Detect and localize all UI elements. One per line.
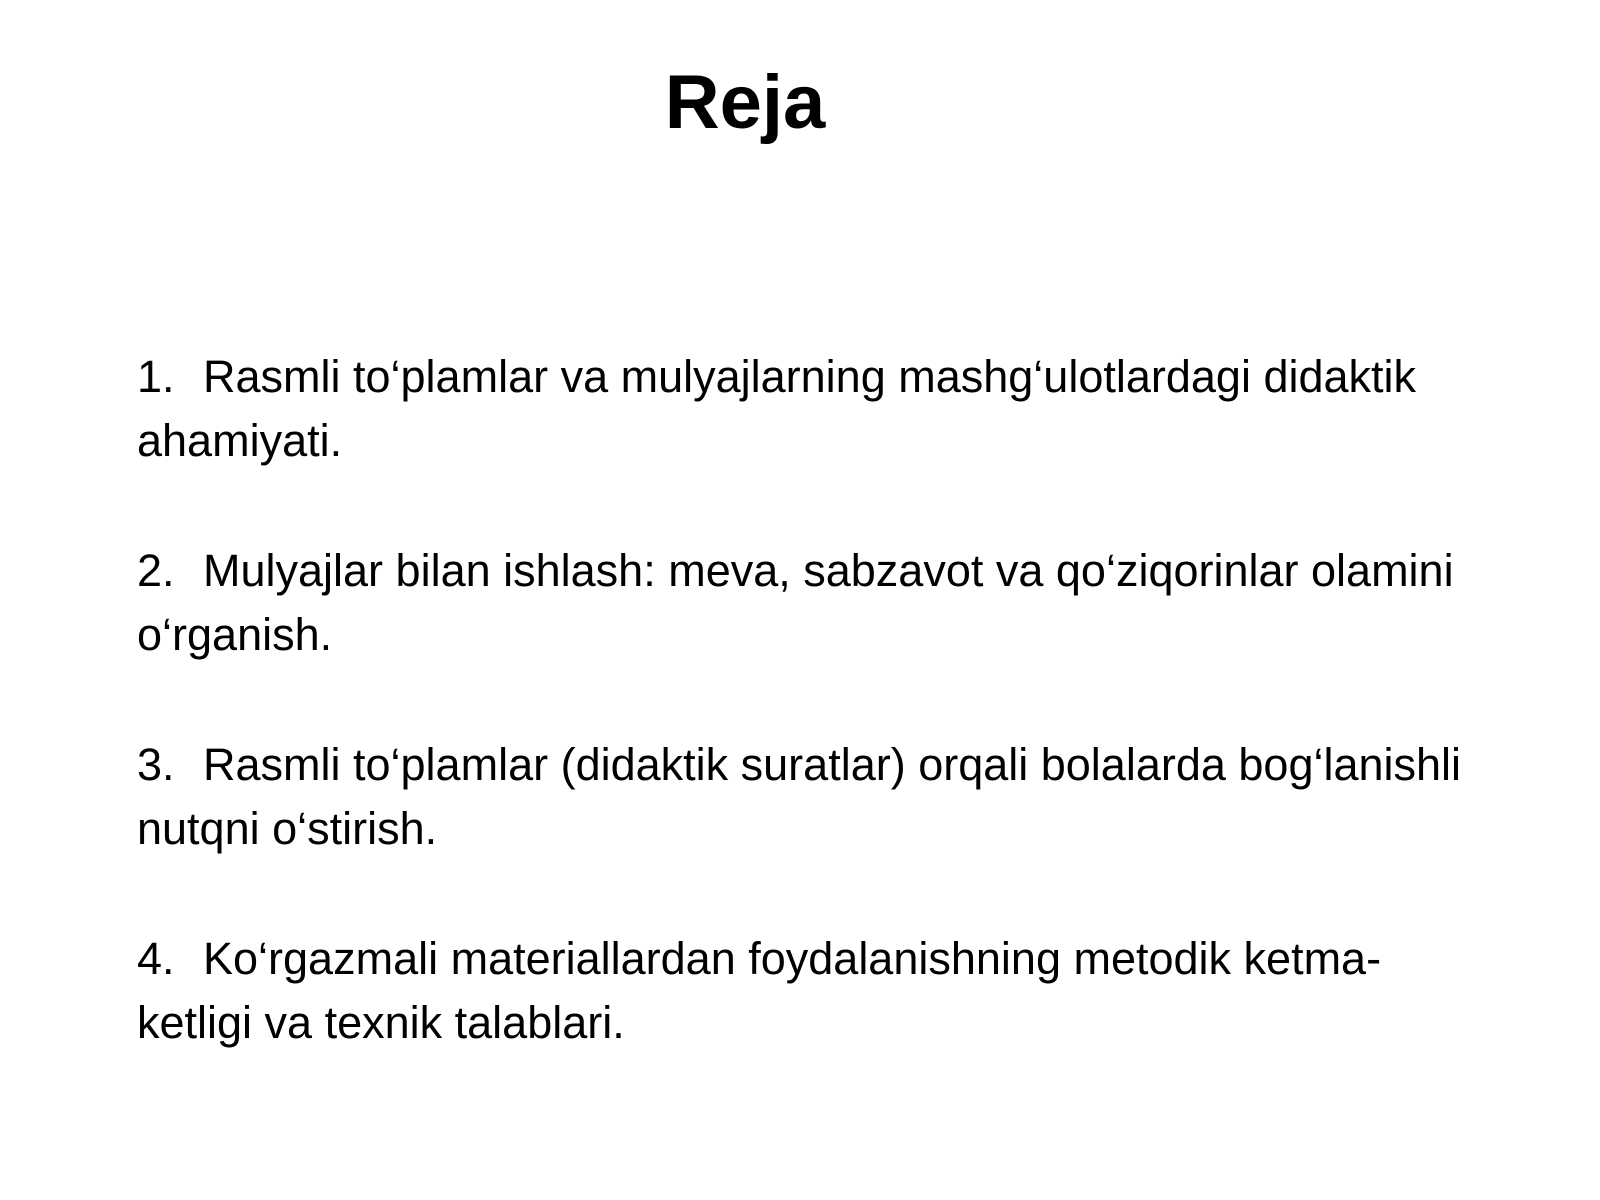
plan-item-4: [137, 927, 1467, 1055]
plan-item-3: [137, 733, 1467, 861]
plan-item-number: 1.: [137, 351, 175, 402]
plan-item-text: Mulyajlar bilan ishlash: meva, sabzavot va qo‘ziqorinlar olamini o‘rganish.: [137, 545, 1454, 660]
slide-title: Reja: [664, 60, 826, 145]
plan-list: [137, 345, 1467, 1055]
plan-item-number: 3.: [137, 739, 175, 790]
plan-item-number: 4.: [137, 933, 175, 984]
plan-item-1: [137, 345, 1467, 473]
plan-item-text: Rasmli to‘plamlar (didaktik suratlar) orqali bolalarda bog‘lanishli nutqni o‘stirish.: [137, 739, 1462, 854]
plan-item-number: 2.: [137, 545, 175, 596]
plan-item-2: [137, 539, 1467, 667]
plan-item-text: Rasmli to‘plamlar va mulyajlarning mashg‘ulotlardagi didaktik ahamiyati.: [137, 351, 1417, 466]
plan-item-text: Ko‘rgazmali materiallardan foydalanishning metodik ketma-ketligi va texnik talablari.: [137, 933, 1382, 1048]
